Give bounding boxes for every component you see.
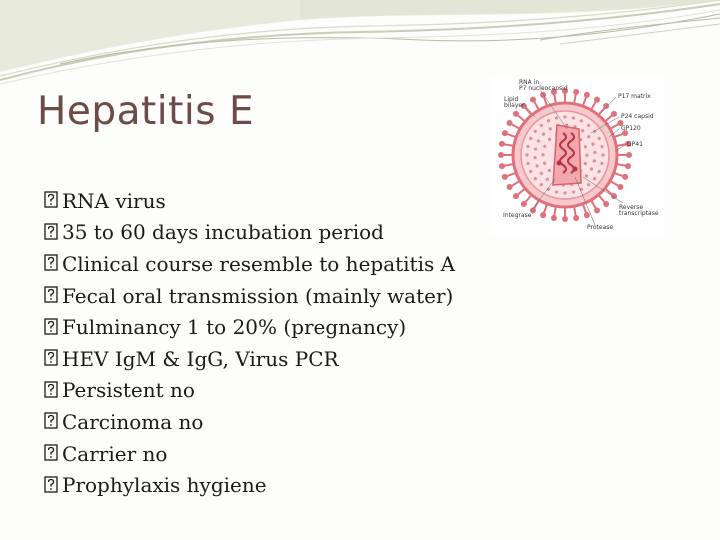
unknown-glyph-icon [44,223,58,240]
spike-stalk [504,144,514,146]
bullet-item [44,343,455,375]
capsid-dot [590,167,593,170]
spike-head [584,212,590,218]
unknown-glyph-icon [44,444,58,461]
label-gp120: GP120 [621,125,641,132]
unknown-glyph-icon [44,286,58,303]
bullet-list [44,185,455,501]
bullet-item [44,248,455,280]
spike-head [540,212,546,218]
bullet-item [44,375,455,407]
spike-head [603,103,609,109]
bullet-text: HEV IgM & IgG, Virus PCR [62,346,339,371]
capsid-dot [526,162,529,165]
capsid-dot [529,137,532,140]
capsid-dot [598,170,601,173]
unknown-glyph-icon [44,349,58,366]
unknown-glyph-icon [44,254,58,271]
bullet-item [44,280,455,312]
spike-head [551,215,557,221]
bullet-item [44,217,455,249]
spike-head [521,201,527,207]
bullet-text: Carrier no [62,441,168,466]
spike-head [617,184,623,190]
spike-head [499,141,505,147]
unknown-glyph-icon [44,381,58,398]
spike-head [626,152,632,158]
bullet-item [44,406,455,438]
label-rna: RNA in P7 nucleocapsid [519,79,568,93]
capsid-dot [580,119,583,122]
capsid-dot [555,190,558,193]
spike-stalk [507,134,516,137]
spike-stalk [610,181,619,186]
label-reverse-transcriptase: Reverse transcriptase [619,204,659,218]
bullet-item [44,469,455,501]
capsid-dot [563,115,566,118]
capsid-dot [534,130,537,133]
spike-head [594,207,600,213]
capsid-dot [584,162,587,165]
spike-head [603,201,609,207]
capsid-dot [584,145,587,148]
spike-head [530,97,536,103]
capsid-dot [601,153,604,156]
capsid-dot [548,138,551,141]
spike-stalk [614,134,623,137]
bullet-text: Carcinoma no [62,409,204,434]
capsid-dot [587,124,590,127]
label-gp41: GP41 [627,141,643,148]
spike-head [513,193,519,199]
capsid-dot [540,172,543,175]
label-lipid-bilayer: Lipid bilayer [504,96,525,110]
capsid-dot [585,154,588,157]
capsid-dot [591,143,594,146]
capsid-dot [540,124,543,127]
spike-stalk [544,97,547,106]
spike-stalk [614,173,623,176]
spike-head [594,97,600,103]
spike-head [502,130,508,136]
bullet-text: RNA virus [62,188,166,213]
spike-stalk [591,200,596,209]
capsid-dot [537,139,540,142]
spike-head [611,111,617,117]
capsid-dot [587,135,590,138]
capsid-dot [529,170,532,173]
bullet-text: Fulminancy 1 to 20% (pregnancy) [62,315,407,340]
spike-head [622,174,628,180]
capsid-dot [540,183,543,186]
bullet-text: Persistent no [62,378,195,403]
capsid-dot [563,191,566,194]
spike-head [513,111,519,117]
bullet-text: 35 to 60 days incubation period [62,220,384,245]
bullet-text: Fecal oral transmission (mainly water) [62,283,454,308]
spike-head [584,92,590,98]
spike-stalk [583,97,586,106]
capsid-dot [585,174,588,177]
bullet-item [44,311,455,343]
bullet-text: Prophylaxis hygiene [62,473,267,498]
capsid-dot [543,162,546,165]
capsid-dot [543,145,546,148]
spike-head [625,163,631,169]
label-p24: P24 capsid [621,113,654,120]
capsid-dot [587,183,590,186]
spike-head [498,152,504,158]
spike-stalk [544,204,547,213]
spike-head [502,174,508,180]
capsid-dot [534,147,537,150]
spike-head [573,215,579,221]
capsid-dot [547,119,550,122]
capsid-dot [600,162,603,165]
capsid-dot [541,153,544,156]
spike-stalk [583,204,586,213]
slide-title: Hepatitis E [37,89,255,134]
capsid-dot [572,190,575,193]
spike-head [573,89,579,95]
capsid-dot [555,116,558,119]
capsid-dot [593,177,596,180]
unknown-glyph-icon [44,191,58,208]
bullet-item [44,438,455,470]
virus-diagram [491,77,664,235]
capsid-dot [593,151,596,154]
capsid-dot [600,145,603,148]
capsid-dot [549,127,552,130]
bullet-text: Clinical course resemble to hepatitis A [62,251,456,276]
unknown-glyph-icon [44,318,58,335]
spike-head [562,216,568,222]
unknown-glyph-icon [44,412,58,429]
spike-head [499,163,505,169]
capsid-dot [526,145,529,148]
spike-stalk [507,173,516,176]
bullet-item [44,185,455,217]
spike-stalk [504,164,514,166]
spike-stalk [610,124,619,129]
capsid-dot [534,177,537,180]
capsid-dot [598,137,601,140]
capsid-dot [535,164,538,167]
spike-stalk [616,164,626,166]
spike-head [507,184,513,190]
capsid-dot [542,132,545,135]
spike-head [507,120,513,126]
label-p17: P17 matrix [618,93,651,100]
unknown-glyph-icon [44,476,58,493]
label-protease: Protease [587,224,614,231]
capsid-dot [593,159,596,162]
capsid-dot [548,169,551,172]
capsid-dot [546,178,549,181]
label-integrase: Integrase [503,212,532,219]
capsid-dot [581,129,584,132]
capsid-dot [525,153,528,156]
capsid-dot [534,156,537,159]
capsid-dot [572,116,575,119]
